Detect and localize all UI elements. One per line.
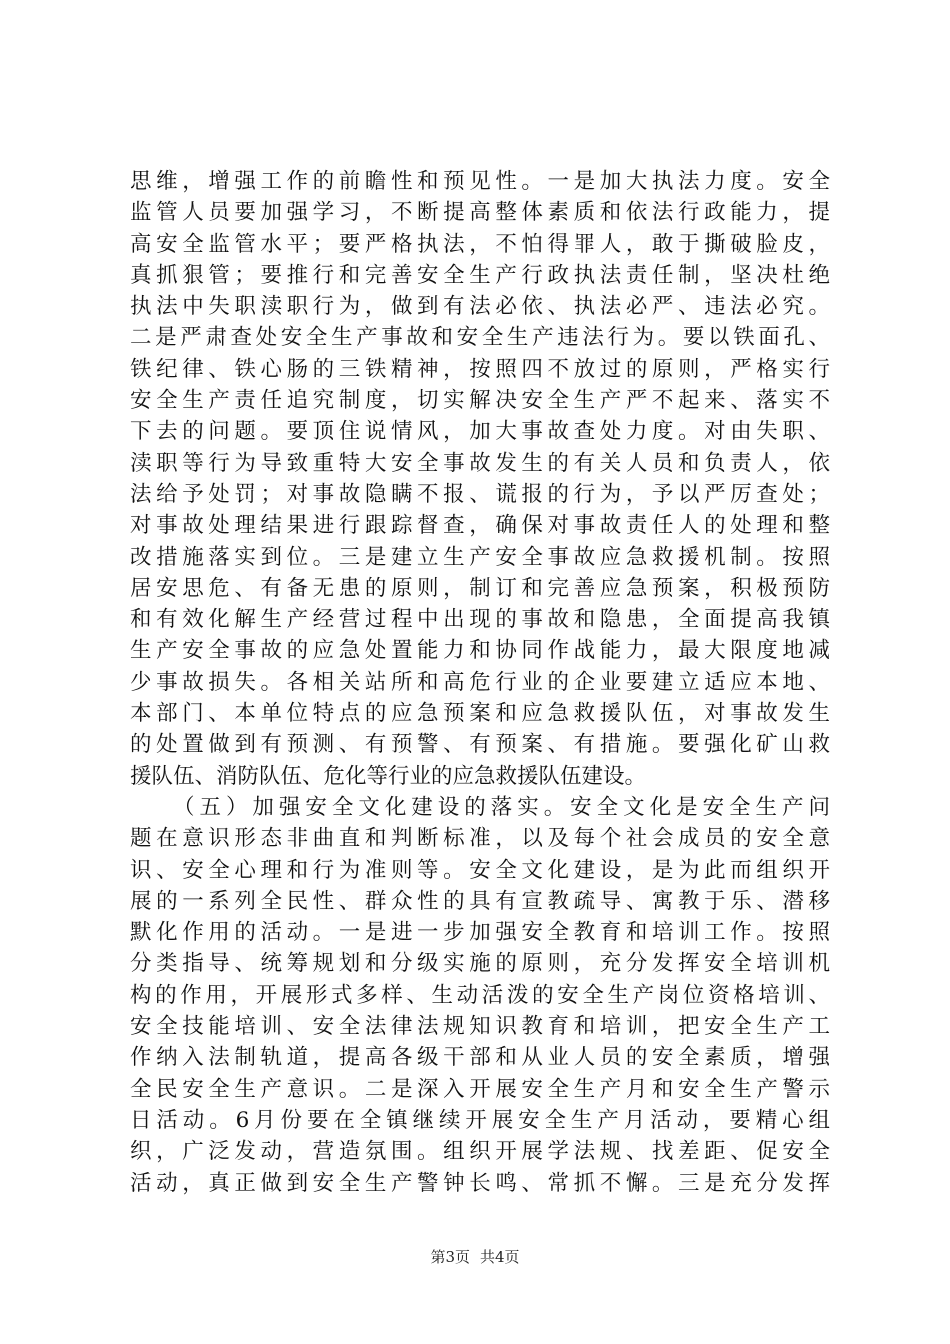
- text-line: 本部门、本单位特点的应急预案和应急救援队伍，对事故发生: [130, 701, 830, 727]
- text-line: 活动，真正做到安全生产警钟长鸣、常抓不懈。三是充分发挥: [130, 1170, 830, 1196]
- text-line: 思维，增强工作的前瞻性和预见性。一是加大执法力度。安全: [130, 169, 830, 194]
- page-footer: [0, 1246, 950, 1267]
- text-line: 居安思危、有备无患的原则，制订和完善应急预案，积极预防: [130, 575, 830, 601]
- text-line: 二是严肃查处安全生产事故和安全生产违法行为。要以铁面孔、: [130, 325, 830, 351]
- text-line: 真抓狠管；要推行和完善安全生产行政执法责任制，坚决杜绝: [130, 262, 830, 288]
- text-line: 援队伍、消防队伍、危化等行业的应急救援队伍建设。: [130, 763, 647, 789]
- text-line: 监管人员要加强学习，不断提高整体素质和依法行政能力，提: [130, 200, 830, 226]
- text-line: 织，广泛发动，营造氛围。组织开展学法规、找差距、促安全: [130, 1139, 830, 1165]
- text-line: 构的作用，开展形式多样、生动活泼的安全生产岗位资格培训、: [130, 982, 830, 1008]
- text-line: 对事故处理结果进行跟踪督查，确保对事故责任人的处理和整: [130, 513, 830, 539]
- text-line: 生产安全事故的应急处置能力和协同作战能力，最大限度地减: [130, 638, 830, 664]
- page-total: 共4页: [480, 1248, 520, 1266]
- text-line: 渎职等行为导致重特大安全事故发生的有关人员和负责人，依: [130, 450, 830, 476]
- section-heading-line: （五）加强安全文化建设的落实。安全文化是安全生产问: [173, 794, 830, 820]
- body-text: [130, 166, 830, 1199]
- text-line: 全民安全生产意识。二是深入开展安全生产月和安全生产警示: [130, 1076, 830, 1102]
- text-line: 分类指导、统筹规划和分级实施的原则，充分发挥安全培训机: [130, 951, 830, 977]
- text-line: 法给予处罚；对事故隐瞒不报、谎报的行为，予以严厉查处；: [130, 481, 830, 507]
- text-line: 高安全监管水平；要严格执法，不怕得罪人，敢于撕破脸皮，: [130, 231, 830, 257]
- text-line: 题在意识形态非曲直和判断标准，以及每个社会成员的安全意: [130, 826, 830, 852]
- text-line: 执法中失职渎职行为，做到有法必依、执法必严、违法必究。: [130, 294, 830, 320]
- text-line: 安全生产责任追究制度，切实解决安全生产严不起来、落实不: [130, 388, 830, 414]
- text-line: 日活动。6月份要在全镇继续开展安全生产月活动，要精心组: [130, 1107, 830, 1133]
- text-line: 的处置做到有预测、有预警、有预案、有措施。要强化矿山救: [130, 732, 830, 758]
- text-line: 展的一系列全民性、群众性的具有宣教疏导、寓教于乐、潜移: [130, 888, 830, 914]
- text-line: 默化作用的活动。一是进一步加强安全教育和培训工作。按照: [130, 920, 830, 946]
- text-line: 识、安全心理和行为准则等。安全文化建设，是为此而组织开: [130, 857, 830, 883]
- text-line: 少事故损失。各相关站所和高危行业的企业要建立适应本地、: [130, 669, 830, 695]
- text-line: 安全技能培训、安全法律法规知识教育和培训，把安全生产工: [130, 1014, 830, 1040]
- text-line: 作纳入法制轨道，提高各级干部和从业人员的安全素质，增强: [130, 1045, 830, 1071]
- page-number: 第3页: [430, 1248, 470, 1266]
- text-line: 铁纪律、铁心肠的三铁精神，按照四不放过的原则，严格实行: [130, 356, 830, 382]
- text-line: 改措施落实到位。三是建立生产安全事故应急救援机制。按照: [130, 544, 830, 570]
- text-line: 下去的问题。要顶住说情风，加大事故查处力度。对由失职、: [130, 419, 830, 445]
- text-line: 和有效化解生产经营过程中出现的事故和隐患，全面提高我镇: [130, 607, 830, 633]
